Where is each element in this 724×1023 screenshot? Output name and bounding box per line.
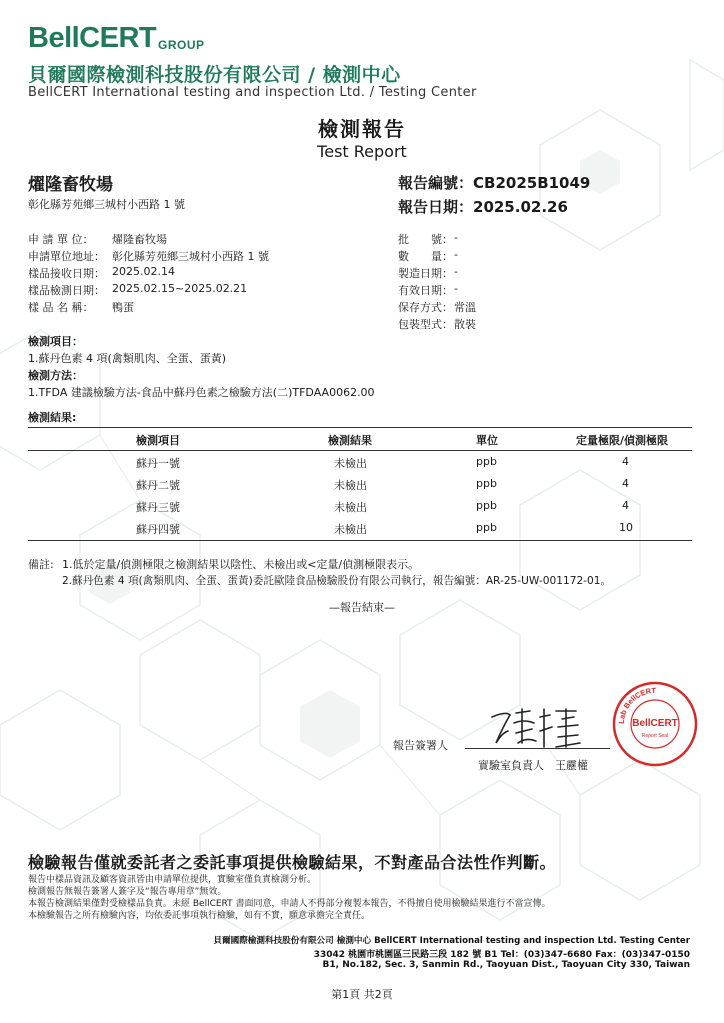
signatory-label: 報告簽署人 (393, 739, 448, 752)
table-cell: 4 (622, 477, 629, 490)
info-label: 申請單位地址： (28, 250, 105, 263)
info-value: 散裝 (454, 318, 476, 331)
info-label: 數 量： (398, 250, 453, 263)
table-header: 檢測項目 (136, 434, 180, 447)
table-cell: ppb (476, 521, 497, 534)
info-label: 樣品檢測日期： (28, 284, 105, 297)
seal-ring-text: Lab BellCERT (616, 685, 657, 725)
info-value: 彰化縣芳苑鄉三城村小西路 1 號 (112, 250, 269, 263)
info-label: 有效日期： (398, 284, 453, 297)
table-header: 檢測結果 (328, 434, 372, 447)
report-title-cn: 檢測報告 (318, 117, 406, 141)
info-label: 包裝型式： (398, 318, 453, 331)
seal-sub: Report Seal (641, 733, 669, 739)
report-seal (612, 681, 698, 767)
report-end-mark: —報告結束— (329, 601, 395, 614)
table-cell: ppb (476, 455, 497, 468)
disclaimer-line: 檢測報告無報告簽署人簽字及“報告專用章”無效。 (28, 887, 227, 897)
info-value: 常溫 (454, 301, 476, 314)
info-label: 批 號： (398, 233, 453, 246)
info-value: 2025.02.15~2025.02.21 (112, 282, 248, 295)
note-line: 2.蘇丹色素 4 項(禽類肌肉、全蛋、蛋黃)委託歐陸食品檢驗股份有限公司執行，報告編號：AR-25-UW-001172-01。 (62, 575, 612, 587)
footer-address-cn: 33042 桃園市桃園區三民路三段 182 號 B1 Tel：(03)347-6680 Fax：(03)347-0150 (313, 950, 690, 960)
table-cell: 10 (619, 521, 633, 534)
results-title: 檢測結果: (28, 411, 77, 424)
page-number: 第1頁 共2頁 (331, 988, 393, 1001)
info-label: 保存方式： (398, 301, 453, 314)
disclaimer-title: 檢驗報告僅就委託者之委託事項提供檢驗結果，不對產品合法性作判斷。 (28, 853, 557, 872)
table-cell: ppb (476, 499, 497, 512)
info-value: - (454, 231, 458, 244)
table-bottom-rule (28, 540, 692, 541)
info-value: 鴨蛋 (112, 301, 134, 314)
table-cell: 未檢出 (334, 479, 367, 492)
seal-brand: BellCERT (632, 718, 678, 729)
table-cell: 未檢出 (334, 523, 367, 536)
test-items-text: 1.蘇丹色素 4 項(禽類肌肉、全蛋、蛋黃) (28, 352, 227, 365)
test-items-title: 檢測項目： (28, 335, 83, 348)
report-number: 報告編號：CB2025B1049 (398, 174, 591, 192)
table-cell: 未檢出 (334, 501, 367, 514)
table-cell: 蘇丹一號 (136, 457, 180, 470)
disclaimer-line: 本檢驗報告之所有檢驗內容，均依委託事項執行檢驗，如有不實，願意承擔完全責任。 (28, 911, 371, 921)
report-date: 報告日期：2025.02.26 (398, 198, 568, 216)
table-cell: ppb (476, 477, 497, 490)
signature-line (465, 748, 610, 749)
client-name: 燿隆畜牧場 (28, 175, 113, 195)
table-cell: 4 (622, 455, 629, 468)
info-label: 樣 品 名 稱： (28, 301, 94, 314)
info-label: 製造日期： (398, 267, 453, 280)
table-cell: 蘇丹四號 (136, 523, 180, 536)
company-name-cn: 貝爾國際檢測科技股份有限公司 / 檢測中心 (28, 64, 401, 86)
report-title-en: Test Report (317, 142, 407, 161)
test-method-title: 檢測方法： (28, 369, 83, 382)
footer-company: 貝爾國際檢測科技股份有限公司 檢測中心 BellCERT International testing and inspection Ltd. Testing Center (213, 936, 690, 946)
company-name-en: BellCERT International testing and inspection Ltd. / Testing Center (28, 85, 477, 100)
info-value: 燿隆畜牧場 (112, 233, 167, 246)
disclaimer-line: 本報告檢測結果僅對受檢樣品負責。未經 BellCERT 書面同意，申請人不得部分複製本報告，不得擅自使用檢驗結果進行不當宣傳。 (28, 899, 551, 909)
brand-logo: BellCERT (28, 22, 157, 54)
note-line: 1.低於定量/偵測極限之檢測結果以陰性、未檢出或<定量/偵測極限表示。 (62, 558, 420, 571)
info-value: - (454, 282, 458, 295)
table-cell: 蘇丹二號 (136, 479, 180, 492)
table-header-rule (28, 450, 692, 451)
table-header: 定量極限/偵測極限 (576, 434, 669, 447)
info-label: 樣品接收日期： (28, 267, 105, 280)
table-top-rule (28, 427, 692, 428)
brand-logo-group: GROUP (158, 38, 205, 52)
test-method-text: 1.TFDA 建議檢驗方法-食品中蘇丹色素之檢驗方法(二)TFDAA0062.00 (28, 386, 375, 399)
info-value: - (454, 248, 458, 261)
table-cell: 未檢出 (334, 457, 367, 470)
info-value: 2025.02.14 (112, 265, 175, 278)
info-value: - (454, 265, 458, 278)
info-label: 申 請 單 位： (28, 233, 94, 246)
signatory-role: 實驗室負責人 王靂權 (478, 759, 588, 772)
handwritten-signature (486, 703, 586, 753)
disclaimer-line: 報告中樣品資訊及顧客資訊皆由申請單位提供，實驗室僅負責檢測分析。 (28, 875, 317, 885)
notes-label: 備註: (28, 558, 54, 571)
client-address: 彰化縣芳苑鄉三城村小西路 1 號 (28, 198, 185, 211)
table-cell: 蘇丹三號 (136, 501, 180, 514)
footer-address-en: B1, No.182, Sec. 3, Sanmin Rd., Taoyuan Dist., Taoyuan City 330, Taiwan (322, 960, 690, 970)
table-header: 單位 (476, 434, 498, 447)
table-cell: 4 (622, 499, 629, 512)
